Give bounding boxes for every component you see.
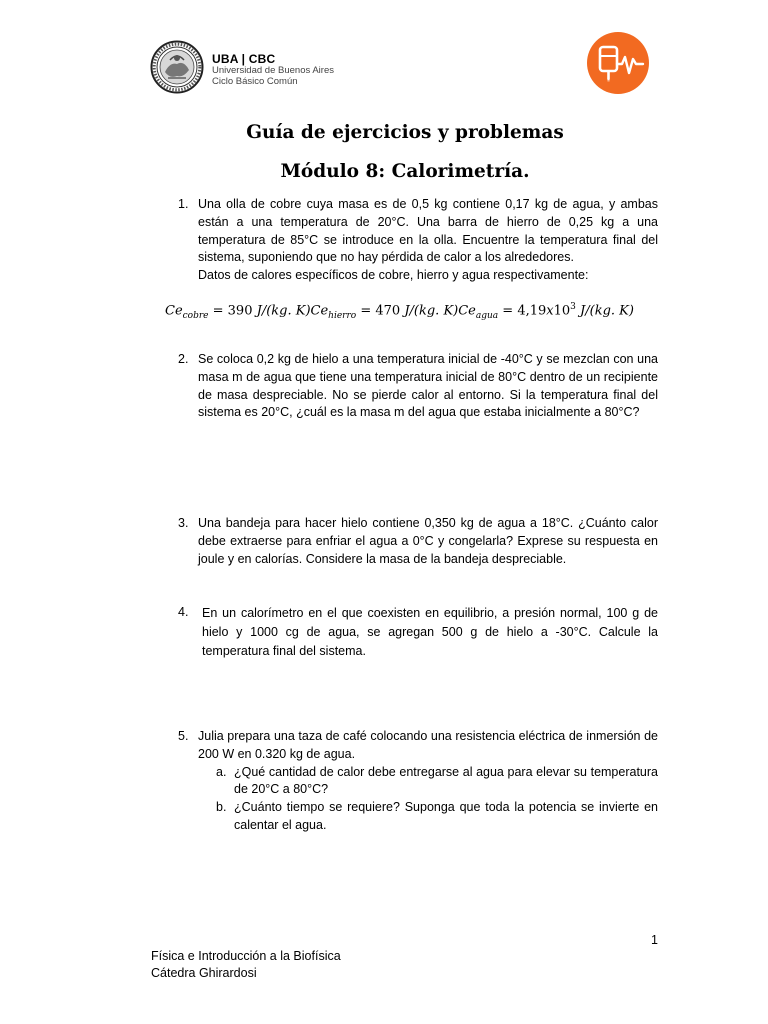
sub-question-letter: b.	[216, 800, 227, 815]
ce-hierro-unit: J/(kg. K)	[404, 303, 459, 319]
exercise-4	[178, 604, 658, 661]
exercise-number: 5.	[178, 729, 189, 743]
specific-heat-formula	[165, 302, 645, 321]
sub-question-letter: a.	[216, 764, 227, 779]
ce-cobre-unit: J/(kg. K)	[256, 303, 311, 319]
footer	[151, 948, 341, 982]
exercise-text: Se coloca 0,2 kg de hielo a una temperatura inicial de -40°C y se mezclan con una masa m de agua que tiene una temperatura inicial de 80°C dentro de un recipiente de masa despreciable. No se pierde calor al entorno. Si la temperatura final del sistema es 20°C, ¿cuál es la masa m del agua que estaba inicialmente a 80°C?	[198, 352, 658, 420]
exercise-text: Julia prepara una taza de café colocando una resistencia eléctrica de inmersión de 200 W en 0.320 kg de agua.	[198, 729, 658, 761]
ce-cobre-subscript: cobre	[182, 310, 209, 321]
ce-hierro-subscript: hierro	[328, 310, 357, 321]
module-title: Módulo 8: Calorimetría.	[280, 161, 530, 182]
ce-hierro-symbol: Ce	[310, 303, 329, 319]
page-title: Guía de ejercicios y problemas	[246, 122, 564, 143]
ce-cobre-symbol: Ce	[165, 303, 183, 319]
exercise-text: Una bandeja para hacer hielo contiene 0,350 kg de agua a 18°C. ¿Cuánto calor debe extraerse para enfriar el agua a 0°C y congelarla? Exprese su respuesta en joule y en calorías. Considere la masa de la bandeja despreciable.	[198, 516, 658, 566]
exercise-2	[178, 351, 658, 422]
exercise-number: 3.	[178, 516, 189, 530]
ce-agua-times: x	[546, 303, 554, 319]
ce-agua-base: 10	[553, 303, 571, 319]
footer-chair: Cátedra Ghirardosi	[151, 966, 257, 980]
exercise-5	[178, 728, 658, 835]
exercise-text: En un calorímetro en el que coexisten en equilibrio, a presión normal, 100 g de hielo y 1000 cg de agua, se agregan 500 g de hielo a -30°C. Calcule la temperatura final del sistema.	[202, 606, 658, 658]
page-number: 1	[651, 933, 658, 947]
uba-subtitle	[212, 65, 334, 87]
sub-question-text: ¿Cuánto tiempo se requiere? Suponga que toda la potencia se invierte en calentar el agua.	[234, 800, 658, 832]
ce-agua-unit: J/(kg. K)	[575, 303, 634, 319]
exercise-1	[178, 196, 658, 285]
footer-course: Física e Introducción a la Biofísica	[151, 949, 341, 963]
uba-subtitle-line-1: Universidad de Buenos Aires	[212, 65, 334, 76]
uba-subtitle-line-2: Ciclo Básico Común	[212, 76, 298, 87]
exercise-3	[178, 515, 658, 568]
ce-cobre-value: = 390	[208, 303, 257, 319]
exercise-text: Una olla de cobre cuya masa es de 0,5 kg contiene 0,17 kg de agua, y ambas están a una temperatura de 20°C. Una barra de hierro de 0,25 kg a una temperatura de 85°C se introduce en la olla. Encuentre la temperatura final del sistema, suponiendo que no hay pérdida de calor a los alrededores.	[198, 197, 658, 265]
exercise-number: 2.	[178, 352, 189, 366]
ce-hierro-value: = 470	[356, 303, 405, 319]
sub-question-text: ¿Qué cantidad de calor debe entregarse al agua para elevar su temperatura de 20°C a 80°C?	[234, 764, 658, 797]
sub-question-b	[216, 799, 658, 835]
biophysics-logo-icon	[587, 32, 649, 94]
ce-agua-value: = 4,19	[498, 303, 547, 319]
sub-question-a	[216, 764, 658, 800]
exercise-number: 1.	[178, 197, 189, 211]
uba-cbc-title: UBA | CBC	[212, 52, 276, 66]
uba-seal-logo	[150, 40, 204, 94]
exercise-number: 4.	[178, 605, 189, 619]
ce-agua-symbol: Ce	[458, 303, 476, 319]
exercise-data-note: Datos de calores específicos de cobre, hierro y agua respectivamente:	[198, 268, 589, 283]
ce-agua-subscript: agua	[475, 310, 499, 321]
ce-agua-exponent: 3	[570, 302, 576, 312]
